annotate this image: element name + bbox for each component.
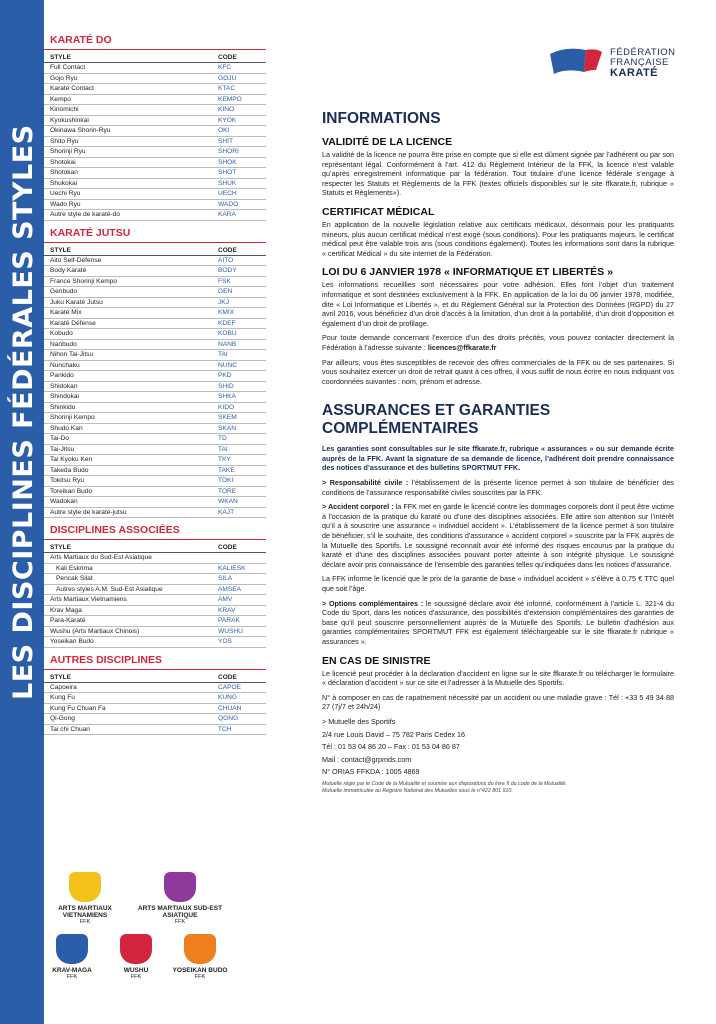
table-row: Shidokan SHID (44, 382, 266, 393)
table-row: Pankido PKD (44, 371, 266, 382)
logo-wushu: WUSHU FFK (108, 934, 164, 980)
contact-block (322, 717, 674, 777)
logo-krav-maga: KRAV-MAGA FFK (40, 934, 104, 980)
table-row: Arts Martiaux Vietnamiens AMV (44, 595, 266, 606)
assurances-title: ASSURANCES ET GARANTIES COMPLÉMENTAIRES (322, 402, 551, 438)
contact-line: > Mutuelle des Sportifs (322, 716, 396, 726)
table-row: Wadokan WKAN (44, 497, 266, 508)
table-row: Autre style de karaté-jutsu KAJT (44, 508, 266, 519)
table-header: STYLE CODE (44, 243, 266, 256)
table-row: Nihon Tai-Jitsu TAI (44, 350, 266, 361)
logo-yoseikan: YOSEIKAN BUDO FFK (168, 934, 232, 980)
table-row: Nunchaku NUNC (44, 361, 266, 372)
table-row: Okinawa Shorin-Ryu OKI (44, 126, 266, 137)
info-title: INFORMATIONS (322, 110, 441, 127)
table-row: Shotokan SHOT (44, 168, 266, 179)
table-row: Takeda Budo TAKE (44, 466, 266, 477)
contact-line: 2/4 rue Louis David – 75 782 Paris Cedex 16 (322, 729, 466, 739)
table-row: Shorinji Kempo SKEM (44, 413, 266, 424)
certificat-text: En application de la nouvelle législation relative aux certificats médicaux, désormais pour les pratiquants mineurs, plus aucun certificat médical n’est exigé (sous conditions). Pour les pratiquants majeurs, le certificat médical peut être valable trois ans (sous conditions également). Toutes les informations sont dans la rubrique « certificat Médical » du site internet de la Fédération. (322, 219, 674, 258)
table-row: Autres styles A.M. Sud-Est Asiatique AMSEA (44, 585, 266, 596)
table-row: Tai-Do TD (44, 434, 266, 445)
table-row: Juku Karaté Jutsu JKJ (44, 298, 266, 309)
ffk-logo (546, 44, 676, 82)
ffk-logo-icon (546, 44, 604, 82)
table-row: Aito Self-Défense AITO (44, 256, 266, 267)
table-row: Kyokushinkai KYOK (44, 116, 266, 127)
contact-line: N° ORIAS FFKDA : 1005 4869 (322, 767, 420, 777)
table-row: Kung Fu Chuan Fa CHUAN (44, 704, 266, 715)
rc-paragraph: > Responsabilité civile : l’établissement de la présente licence permet à son titulaire de bénéficier des conditions de l’assurance responsabilité civiles souscrites par la FFK. (322, 478, 674, 497)
small-print: Mutuelle régie par le Code de la Mutualité et soumise aux dispositions du livre II du code de la Mutualité. Mutuelle immatriculée au Registre National des Mutuelles sous le n°422 801 910. (322, 780, 567, 794)
table-row: Wushu (Arts Martiaux Chinois) WUSHU (44, 627, 266, 638)
table-row: Shudo Kan SKAN (44, 424, 266, 435)
logo-line3: KARATÉ (610, 67, 659, 79)
table-row: Genbudo GEN (44, 287, 266, 298)
contact-line: Tél : 01 53 04 86 20 – Fax : 01 53 04 86 87 (322, 742, 460, 752)
table-row: Full Contact KFC (44, 63, 266, 74)
table-row: Shotokai SHOK (44, 158, 266, 169)
licences-email-link[interactable]: licences@ffkarate.fr (427, 342, 497, 352)
table-row: Karaté Contact KTAC (44, 84, 266, 95)
vertical-title: LES DISCIPLINES FÉDÉRALES STYLES (8, 124, 39, 700)
table-row: Karaté Défense KDEF (44, 319, 266, 330)
table-row: Qi-Gong QGNG (44, 714, 266, 725)
logo-line2: FRANÇAISE (610, 57, 669, 68)
loi-text1: Les informations recueillies sont nécessaires pour votre adhésion. Elles font l’objet d’un traitement informatique et sont destinées exclusivement à la FFK. En application de la loi du 06 janvier 1978, modifiée, dite « Loi Informatique et Libertés », et du Règlement Général sur la Protection des Données (RGPD) du 27 avril 2016, vous bénéficiez d’un droit d’accès à la limitation, d’un droit à la portabilité, d’un droit d’opposition et également d’un droit de profilage. (322, 280, 674, 328)
sinistre-title: EN CAS DE SINISTRE (322, 654, 431, 667)
table-header: STYLE CODE (44, 540, 266, 553)
table-row: Kempo KEMPO (44, 95, 266, 106)
table-row: France Shorinji Kempo FSK (44, 277, 266, 288)
loi-text2: Pour toute demande concernant l’exercice d’un des droits précités, vous pouvez contacter directement la Fédération à l’adresse suivante : licences@ffkarate.fr (322, 333, 674, 352)
table-row: Shinkido KIDO (44, 403, 266, 414)
section-title: DISCIPLINES ASSOCIÉES (44, 518, 266, 540)
table-row: Autre style de karaté-do KARA (44, 210, 266, 221)
table-row: Krav Maga KRAV (44, 606, 266, 617)
table-row: Arts Martiaux du Sud-Est Asiatique (44, 553, 266, 564)
table-row: Yoseikan Budo YOS (44, 637, 266, 648)
table-row: Kali Eskrima KALIESK (44, 564, 266, 575)
table-row: Nanbudo NANB (44, 340, 266, 351)
table-row: Shito Ryu SHIT (44, 137, 266, 148)
table-row: Kinomichi KINO (44, 105, 266, 116)
assurances-intro: Les garanties sont consultables sur le site ffkarate.fr, rubrique « assurances » ou sur demande écrite auprès de la FFK. Avant la signature de sa demande de licence, l’adhérent doit prendre connaissance des notices d’assurance et des bulletins SPORTMUT FFK. (322, 444, 674, 473)
disciplines-tables (44, 28, 266, 735)
table-header: STYLE CODE (44, 670, 266, 683)
certificat-title: CERTIFICAT MÉDICAL (322, 205, 435, 218)
footer-logos (40, 868, 240, 1008)
table-row: Tokitsu Ryu TOKI (44, 476, 266, 487)
loi-text3: Par ailleurs, vous êtes susceptibles de recevoir des offres commerciales de la FFK ou de ses partenaires. Si vous souhaitez exercer un droit de retrait quant à ces offres, il vous suffit de nous écrire en nous indiquant vos coordonnées suivantes : nom, prénom et adresse. (322, 357, 674, 386)
table-row: Para-Karaté PARAK (44, 616, 266, 627)
table-row: Pencak Silat SILA (44, 574, 266, 585)
table-row: Karaté Mix KMIX (44, 308, 266, 319)
table-row: Shorinji Ryu SHORI (44, 147, 266, 158)
validite-title: VALIDITÉ DE LA LICENCE (322, 136, 453, 148)
rapatriement-text: N° à composer en cas de rapatriement nécessité par un accident ou une maladie grave : Tél : +33 5 49 34 88 27 (7j/7 et 24h/24) (322, 692, 674, 712)
section-title: KARATÉ JUTSU (44, 221, 266, 243)
table-row: Body Karaté BODY (44, 266, 266, 277)
table-row: Shukokai SHUK (44, 179, 266, 190)
table-row: Tai chi Chuan TCH (44, 725, 266, 736)
table-row: Kobudo KOBU (44, 329, 266, 340)
section-title: AUTRES DISCIPLINES (44, 648, 266, 670)
table-row: Toreikan Budo TORE (44, 487, 266, 498)
table-row: Uechi Ryu UECH (44, 189, 266, 200)
info-column (322, 110, 674, 795)
logo-sud-est: ARTS MARTIAUX SUD-EST ASIATIQUE FFK (130, 872, 230, 925)
loi-title: LOI DU 6 JANVIER 1978 « INFORMATIQUE ET LIBERTÉS » (322, 266, 613, 279)
table-row: Wado Ryu WADO (44, 200, 266, 211)
table-row: Capoeira CAPOE (44, 683, 266, 694)
table-row: Gojo Ryu GOJU (44, 74, 266, 85)
contact-line[interactable]: Mail : contact@grpmds.com (322, 754, 412, 764)
table-row: Kung Fu KUNG (44, 693, 266, 704)
table-header: STYLE CODE (44, 50, 266, 63)
prix-paragraph: La FFK informe le licencié que le prix de la garantie de base « individuel accident » s’élève à 0,75 € TTC quel que soit l’âge. (322, 574, 674, 593)
table-row: Shindokai SHKA (44, 392, 266, 403)
section-title: KARATÉ DO (44, 28, 266, 50)
sinistre-text: Le licencié peut procéder à la déclaration d’accident en ligne sur le site ffkarate.fr ou télécharger le formulaire « déclaration d’accident » sur ce site et l’adresser à la Mutuelle des Sportifs. (322, 668, 674, 688)
table-row: Tai-Jitsu TAI (44, 445, 266, 456)
validite-text: La validité de la licence ne pourra être prise en compte que si elle est dûment signée par l’adhérent ou par son représentant légal. Conformément à l’art. 412 du Règlement Intérieur de la FFK, la licence n’est valable qu’après enregistrement informatique par la fédération. Tout titulaire d’une licence fédérale s’engage à respecter les Statuts et Règlements de la FFK (textes officiels disponibles sur le site ffkarate.fr, rubrique « Statuts et Règlements»). (322, 150, 674, 198)
table-row: Tai Kyoku Ken TKY (44, 455, 266, 466)
logo-line1: FÉDÉRATION (610, 47, 676, 58)
oc-paragraph: > Options complémentaires : le soussigné déclare avoir été informé, conformément à l’article L. 321-4 du Code du Sport, dans les notices d’assurance, des possibilités d’extension complémentaires des garanties de base qu’il peut souscrire personnellement auprès de la Mutuelle des Sportifs. Le bulletin d’adhésion aux garanties complémentaires SPORTMUT FFK est également téléchargeable sur le site ffkarate.fr rubrique « assurances ». (322, 598, 674, 646)
logo-vietnamiens: ARTS MARTIAUX VIETNAMIENS FFK (40, 872, 130, 925)
ac-paragraph: > Accident corporel : la FFK met en garde le licencié contre les dommages corporels dont il peut être victime à l’occasion de la pratique du karaté ou d’une des disciplines associées. Elle attire son attention sur l’intérêt qu’il a à souscrire une assurance « individuel accident ». L’établissement de la licence permet à son titulaire de bénéficier, s’il le souhaite, des conditions d’assurance « accident corporel » souscrite par la FFK auprès de la Mutuelle des Sportifs. Le soussigné reconnaît avoir été informé des risques encourus par la pratique du karaté et d’une des disciplines associées pouvant porter atteinte à son intégrité physique. Le soussigné déclare avoir pris connaissance de l’ensemble des garanties telles qu’indiquées dans les notices d’assurance. (322, 502, 674, 569)
